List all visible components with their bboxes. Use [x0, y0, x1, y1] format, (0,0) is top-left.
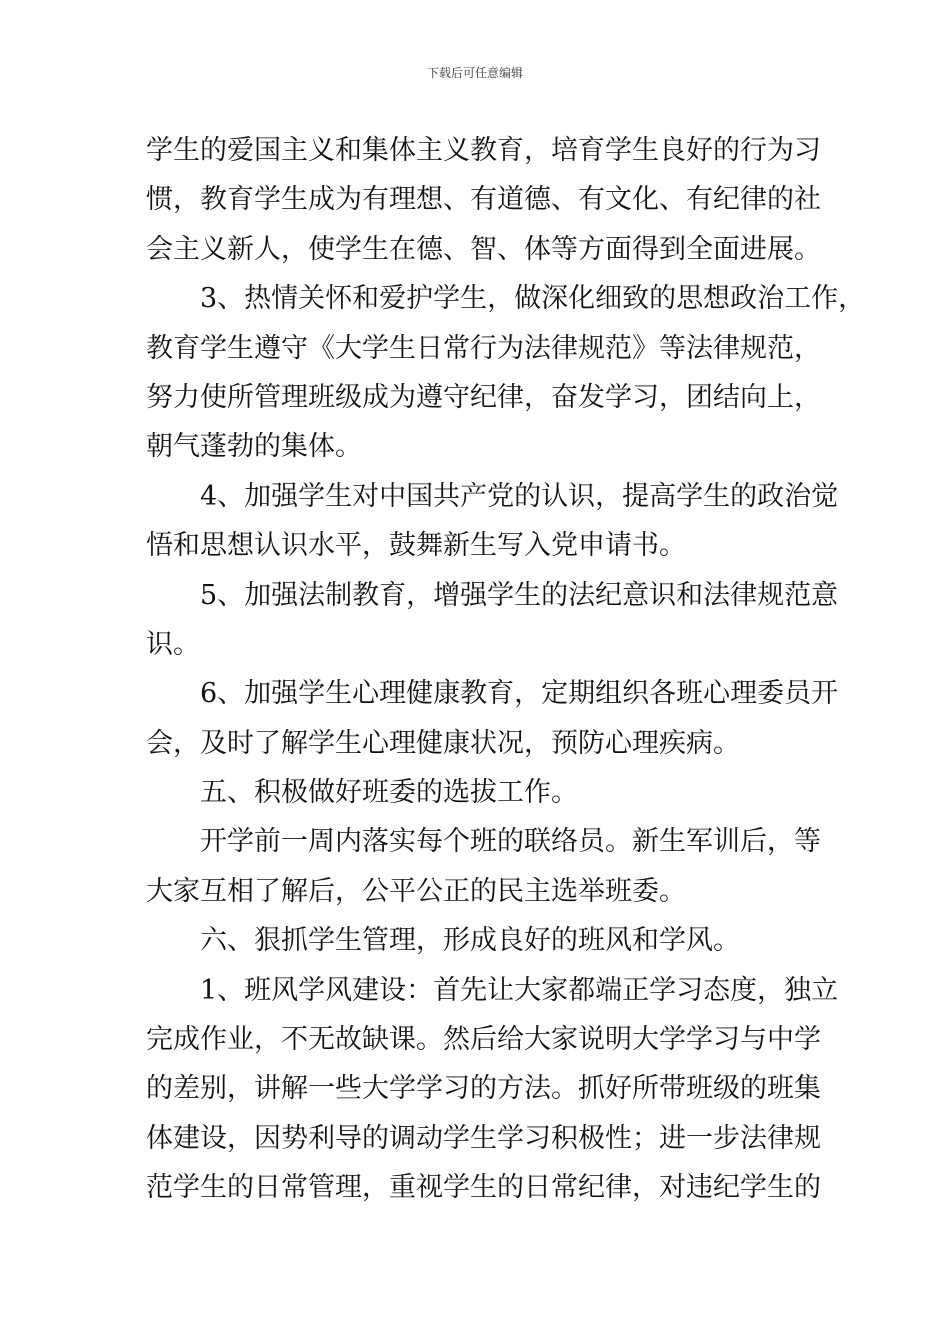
text-line: 学生的爱国主义和集体主义教育，培育学生良好的行为习: [146, 135, 821, 166]
text-line: 教育学生遵守《大学生日常行为法律规范》等法律规范，: [146, 332, 821, 364]
text-line: 六、狠抓学生管理，形成良好的班风和学风。: [200, 925, 740, 957]
text-line: 4、加强学生对中国共产党的认识，提高学生的政治觉: [200, 480, 839, 512]
text-line: 朝气蓬勃的集体。: [146, 431, 362, 463]
text-line: 悟和思想认识水平，鼓舞新生写入党申请书。: [146, 530, 686, 562]
text-line: 完成作业，不无故缺课。然后给大家说明大学学习与中学: [146, 1024, 821, 1056]
text-line: 5、加强法制教育，增强学生的法纪意识和法律规范意: [200, 579, 839, 611]
page-header: 下载后可任意编辑: [426, 66, 523, 80]
text-line: 大家互相了解后，公平公正的民主选举班委。: [146, 875, 686, 907]
text-line: 努力使所管理班级成为遵守纪律，奋发学习，团结向上，: [146, 381, 821, 413]
text-line: 惯，教育学生成为有理想、有道德、有文化、有纪律的社: [146, 184, 821, 216]
text-line: 识。: [146, 628, 200, 660]
text-line: 3、热情关怀和爱护学生，做深化细致的思想政治工作，: [200, 283, 866, 315]
text-line: 的差别，讲解一些大学学习的方法。抓好所带班级的班集: [146, 1073, 821, 1105]
text-line: 开学前一周内落实每个班的联络员。新生军训后，等: [200, 826, 821, 858]
text-line: 范学生的日常管理，重视学生的日常纪律，对违纪学生的: [146, 1172, 821, 1204]
text-line: 五、积极做好班委的选拔工作。: [200, 777, 578, 809]
document-body: [146, 126, 866, 1213]
text-line: 6、加强学生心理健康教育，定期组织各班心理委员开: [200, 678, 839, 710]
text-line: 会主义新人，使学生在德、智、体等方面得到全面进展。: [146, 233, 821, 265]
text-line: 1、班风学风建设：首先让大家都端正学习态度，独立: [200, 974, 839, 1006]
text-line: 体建设，因势利导的调动学生学习积极性；进一步法律规: [146, 1122, 821, 1154]
text-line: 会，及时了解学生心理健康状况，预防心理疾病。: [146, 727, 740, 759]
